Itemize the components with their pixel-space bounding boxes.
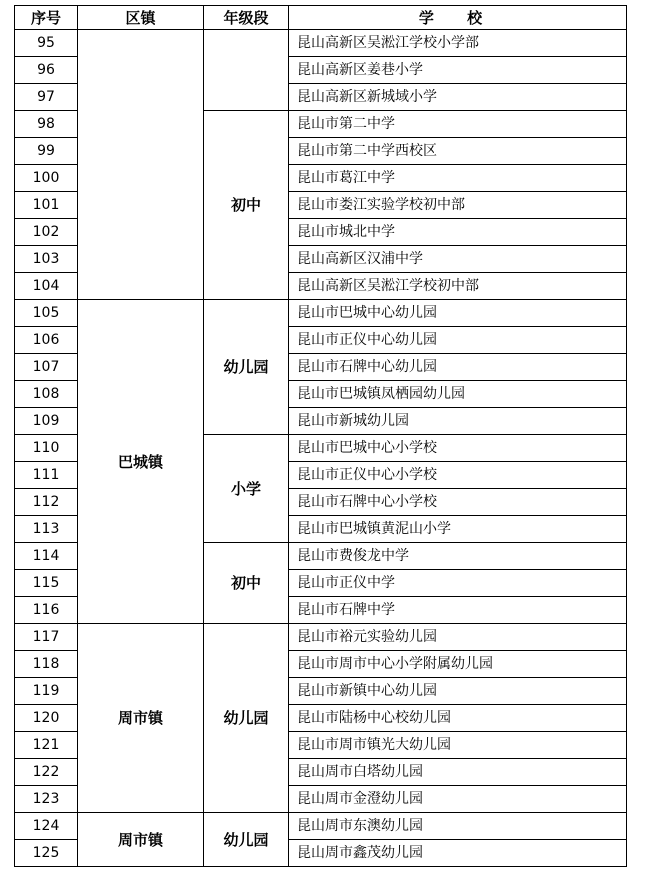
row-seq: 111 — [15, 462, 78, 489]
row-seq: 109 — [15, 408, 78, 435]
town-cell: 周市镇 — [78, 813, 204, 867]
header-grade: 年级段 — [204, 6, 289, 30]
grade-cell: 初中 — [204, 543, 289, 624]
row-school: 昆山高新区汉浦中学 — [289, 246, 627, 273]
row-school: 昆山市正仪中心小学校 — [289, 462, 627, 489]
row-seq: 107 — [15, 354, 78, 381]
row-school: 昆山市周市中心小学附属幼儿园 — [289, 651, 627, 678]
table-row — [15, 813, 627, 840]
row-school: 昆山市费俊龙中学 — [289, 543, 627, 570]
row-seq: 97 — [15, 84, 78, 111]
header-seq: 序号 — [15, 6, 78, 30]
row-school: 昆山市葛江中学 — [289, 165, 627, 192]
row-seq: 118 — [15, 651, 78, 678]
row-school: 昆山市娄江实验学校初中部 — [289, 192, 627, 219]
row-seq: 112 — [15, 489, 78, 516]
town-cell: 巴城镇 — [78, 300, 204, 624]
header-row — [15, 6, 627, 30]
school-list-table-container — [14, 5, 626, 867]
town-cell — [78, 30, 204, 300]
grade-cell: 幼儿园 — [204, 624, 289, 813]
grade-cell: 幼儿园 — [204, 300, 289, 435]
table-row — [15, 30, 627, 57]
row-seq: 113 — [15, 516, 78, 543]
row-seq: 101 — [15, 192, 78, 219]
row-seq: 95 — [15, 30, 78, 57]
row-school: 昆山市正仪中学 — [289, 570, 627, 597]
row-school: 昆山高新区吴淞江学校小学部 — [289, 30, 627, 57]
row-school: 昆山市石牌中心幼儿园 — [289, 354, 627, 381]
row-school: 昆山周市鑫茂幼儿园 — [289, 840, 627, 867]
row-seq: 99 — [15, 138, 78, 165]
row-school: 昆山市裕元实验幼儿园 — [289, 624, 627, 651]
row-school: 昆山市城北中学 — [289, 219, 627, 246]
row-school: 昆山市石牌中学 — [289, 597, 627, 624]
row-school: 昆山市石牌中心小学校 — [289, 489, 627, 516]
grade-cell — [204, 30, 289, 111]
row-seq: 117 — [15, 624, 78, 651]
row-seq: 121 — [15, 732, 78, 759]
row-seq: 122 — [15, 759, 78, 786]
row-seq: 124 — [15, 813, 78, 840]
table-row — [15, 300, 627, 327]
row-school: 昆山周市金澄幼儿园 — [289, 786, 627, 813]
row-school: 昆山市巴城中心小学校 — [289, 435, 627, 462]
row-school: 昆山周市东澳幼儿园 — [289, 813, 627, 840]
table-row — [15, 624, 627, 651]
row-seq: 119 — [15, 678, 78, 705]
row-seq: 103 — [15, 246, 78, 273]
row-seq: 123 — [15, 786, 78, 813]
row-school: 昆山市巴城镇凤栖园幼儿园 — [289, 381, 627, 408]
row-seq: 96 — [15, 57, 78, 84]
grade-cell: 初中 — [204, 111, 289, 300]
row-school: 昆山市新城幼儿园 — [289, 408, 627, 435]
row-seq: 108 — [15, 381, 78, 408]
row-seq: 104 — [15, 273, 78, 300]
row-school: 昆山高新区姜巷小学 — [289, 57, 627, 84]
row-school: 昆山市第二中学 — [289, 111, 627, 138]
row-seq: 105 — [15, 300, 78, 327]
row-seq: 102 — [15, 219, 78, 246]
grade-cell: 幼儿园 — [204, 813, 289, 867]
header-town: 区镇 — [78, 6, 204, 30]
grade-cell: 小学 — [204, 435, 289, 543]
row-school: 昆山市第二中学西校区 — [289, 138, 627, 165]
row-seq: 125 — [15, 840, 78, 867]
row-seq: 116 — [15, 597, 78, 624]
row-seq: 115 — [15, 570, 78, 597]
school-list-table — [14, 5, 627, 867]
town-cell: 周市镇 — [78, 624, 204, 813]
row-seq: 120 — [15, 705, 78, 732]
row-school: 昆山市新镇中心幼儿园 — [289, 678, 627, 705]
row-school: 昆山市巴城镇黄泥山小学 — [289, 516, 627, 543]
row-school: 昆山市正仪中心幼儿园 — [289, 327, 627, 354]
row-school: 昆山高新区新城域小学 — [289, 84, 627, 111]
row-school: 昆山周市白塔幼儿园 — [289, 759, 627, 786]
row-school: 昆山市周市镇光大幼儿园 — [289, 732, 627, 759]
row-school: 昆山市陆杨中心校幼儿园 — [289, 705, 627, 732]
row-school: 昆山市巴城中心幼儿园 — [289, 300, 627, 327]
row-seq: 106 — [15, 327, 78, 354]
row-seq: 110 — [15, 435, 78, 462]
row-seq: 98 — [15, 111, 78, 138]
row-seq: 100 — [15, 165, 78, 192]
row-seq: 114 — [15, 543, 78, 570]
row-school: 昆山高新区吴淞江学校初中部 — [289, 273, 627, 300]
header-school: 学 校 — [289, 6, 627, 30]
